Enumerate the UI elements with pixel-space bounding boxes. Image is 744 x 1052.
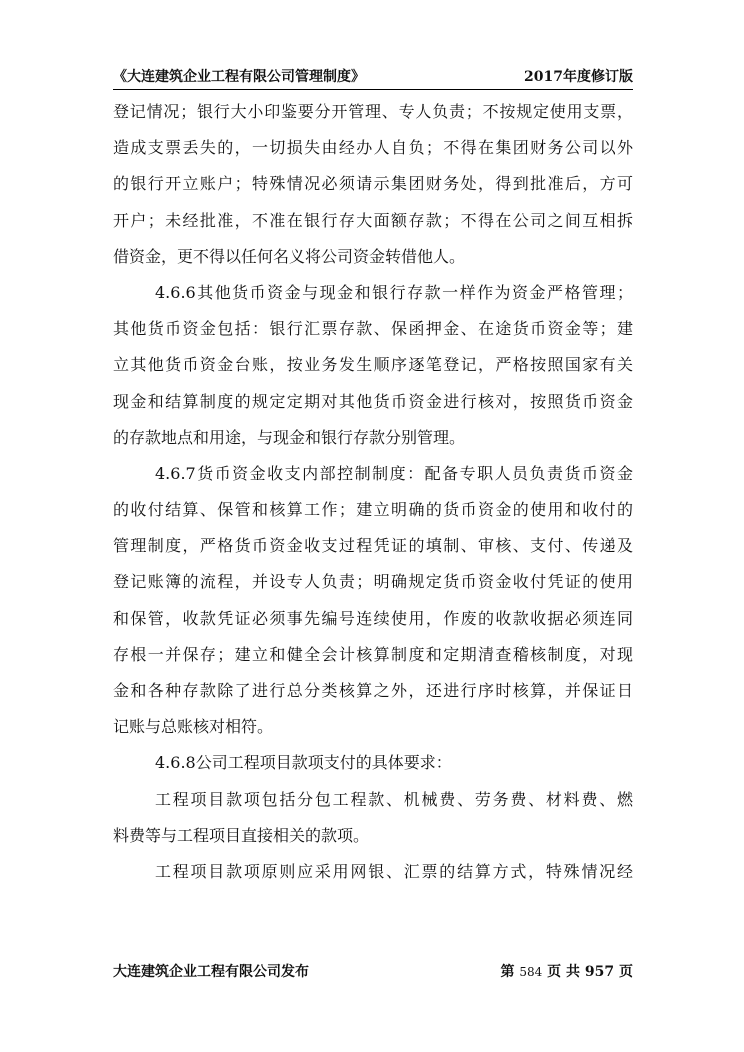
text-line: 记账与总账核对相符。 [113,717,274,737]
page-suffix: 页 [619,964,633,980]
header-divider [113,89,633,90]
text-line: 开户；未经批准，不准在银行存大面额存款；不得在公司之间互相拆 [113,210,633,230]
text-line: 工程项目款项原则应采用网银、汇票的结算方式，特殊情况经 [155,861,633,881]
text-line: 登记账簿的流程，并设专人负责；明确规定货币资金收付凭证的使用 [113,572,633,592]
text-line: 立其他货币资金台账，按业务发生顺序逐笔登记，严格按照国家有关 [113,355,633,375]
text-line: 现金和结算制度的规定定期对其他货币资金进行核对，按照货币资金 [113,391,633,411]
page-middle: 页 共 [547,964,581,980]
text-line: 工程项目款项包括分包工程款、机械费、劳务费、材料费、燃 [155,789,633,809]
text-line: 的存款地点和用途，与现金和银行存款分别管理。 [113,427,466,447]
text-line: 管理制度，严格货币资金收支过程凭证的填制、审核、支付、传递及 [113,536,633,556]
page-prefix: 第 [500,964,515,980]
text-line: 借资金，更不得以任何名义将公司资金转借他人。 [113,246,466,266]
footer-publisher: 大连建筑企业工程有限公司发布 [113,964,309,980]
text-line: 登记情况；银行大小印鉴要分开管理、专人负责；不按规定使用支票， [113,102,633,121]
section-heading-4-6-6: 4.6.6其他货币资金与现金和银行存款一样作为资金严格管理； [155,282,633,302]
header-version: 2017年度修订版 [524,69,633,85]
text-line: 存根一并保存；建立和健全会计核算制度和定期清查稽核制度，对现 [113,644,633,664]
page-header [113,64,633,90]
body-text [113,94,633,890]
text-line: 其他货币资金包括：银行汇票存款、保函押金、在途货币资金等；建 [113,319,633,339]
text-line: 的收付结算、保管和核算工作；建立明确的货币资金的使用和收付的 [113,500,633,520]
text-line: 金和各种存款除了进行总分类核算之外，还进行序时核算，并保证日 [113,681,633,700]
page-number: 584 [519,965,543,979]
header-title: 《大连建筑企业工程有限公司管理制度》 [113,69,365,85]
text-line: 料费等与工程项目直接相关的款项。 [113,825,370,845]
page-counter [500,961,633,981]
page-footer [113,961,633,983]
text-line: 造成支票丢失的，一切损失由经办人自负；不得在集团财务公司以外 [113,138,633,158]
section-heading-4-6-8: 4.6.8公司工程项目款项支付的具体要求： [155,753,452,773]
section-heading-4-6-7: 4.6.7货币资金收支内部控制制度：配备专职人员负责货币资金 [155,463,633,483]
text-line: 的银行开立账户；特殊情况必须请示集团财务处，得到批准后，方可 [113,174,633,194]
text-line: 和保管，收款凭证必须事先编号连续使用，作废的收款收据必须连同 [113,608,633,628]
page-total: 957 [584,964,615,980]
